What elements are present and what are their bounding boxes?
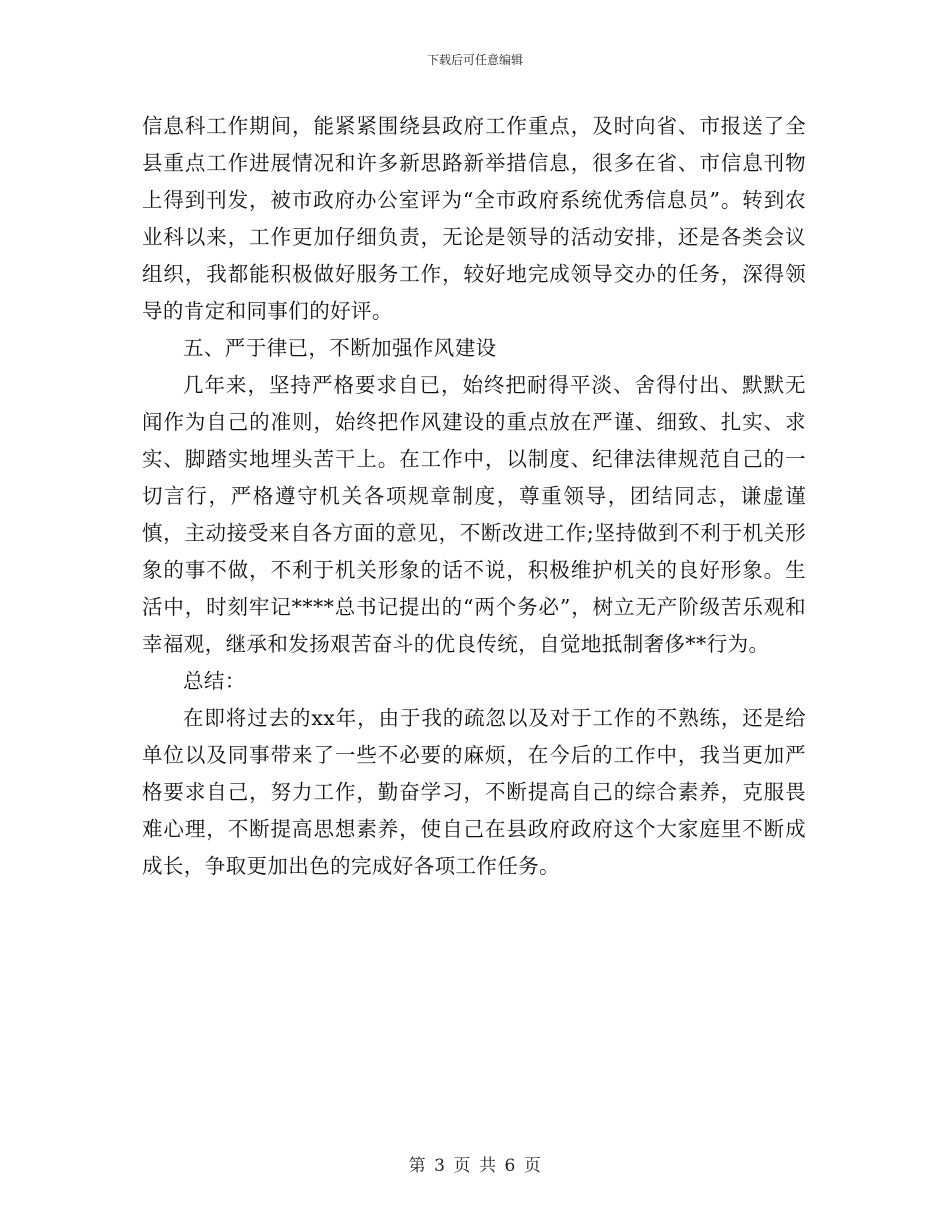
paragraph-continuation: 信息科工作期间，能紧紧围绕县政府工作重点，及时向省、市报送了全县重点工作进展情况和许多新思路新举措信息，很多在省、市信息刊物上得到刊发，被市政府办公室评为“全市政府系统优秀信息员”。转到农业科以来，工作更加仔细负责，无论是领导的活动安排，还是各类会议组织，我都能积极做好服务工作，较好地完成领导交办的任务，深得领导的肯定和同事们的好评。 (142, 114, 806, 323)
page-header (0, 52, 950, 68)
paragraph-summary: 在即将过去的xx年，由于我的疏忽以及对于工作的不熟练，还是给单位以及同事带来了一些不必要的麻烦，在今后的工作中，我当更加严格要求自己，努力工作，勤奋学习，不断提高自己的综合素养，克服畏难心理，不断提高思想素养，使自己在县政府政府这个大家庭里不断成成长，争取更加出色的完成好各项工作任务。 (142, 706, 806, 878)
document-body (142, 108, 806, 885)
summary-heading: 总结： (183, 669, 246, 693)
footer-total-label: 共 (479, 1156, 497, 1176)
total-pages-number: 6 (504, 1156, 516, 1176)
footer-suffix: 页 (523, 1156, 542, 1176)
paragraph-work-style: 几年来，坚持严格要求自已，始终把耐得平淡、舍得付出、默默无闻作为自己的准则，始终把作风建设的重点放在严谨、细致、扎实、求实、脚踏实地埋头苦干上。在工作中，以制度、纪律法律规范自己的一切言行，严格遵守机关各项规章制度，尊重领导，团结同志，谦虚谨慎，主动接受来自各方面的意见，不断改进工作;坚持做到不利于机关形象的事不做，不利于机关形象的话不说，积极维护机关的良好形象。生活中，时刻牢记****总书记提出的“两个务必”，树立无产阶级苦乐观和幸福观，继承和发扬艰苦奋斗的优良传统，自觉地抵制奢侈**行为。 (142, 373, 806, 656)
footer-prefix: 第 (408, 1156, 427, 1176)
footer-page-label: 页 (453, 1156, 471, 1176)
section-heading-5: 五、严于律已，不断加强作风建设 (183, 336, 497, 360)
page-footer (0, 1155, 950, 1177)
current-page-number: 3 (434, 1156, 446, 1176)
header-text: 下载后可任意编辑 (426, 53, 523, 67)
